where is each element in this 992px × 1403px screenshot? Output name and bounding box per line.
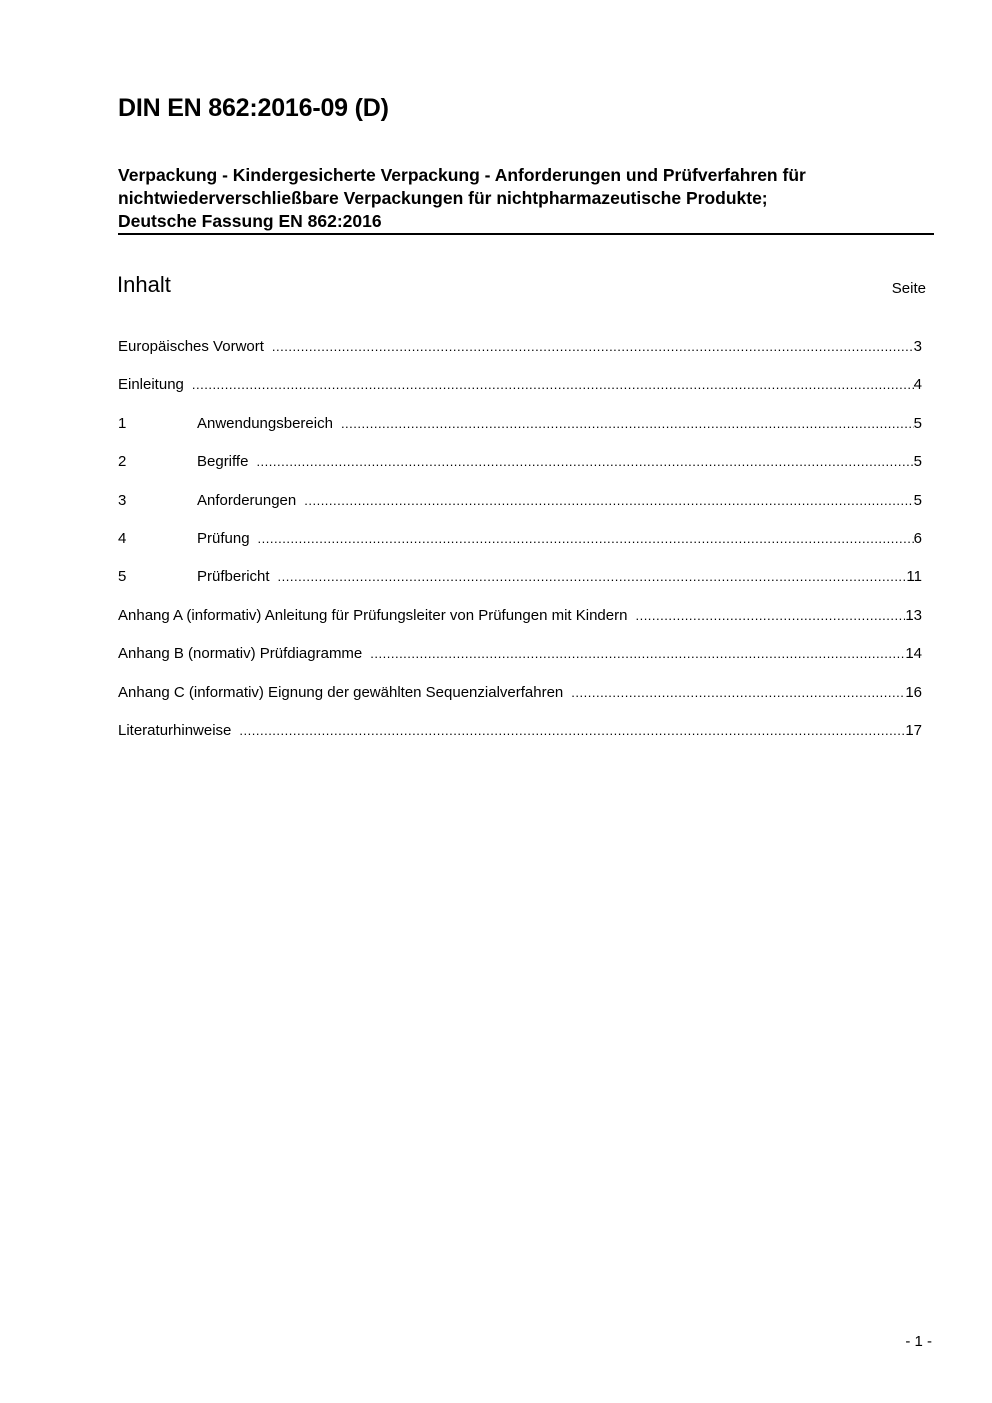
toc-entry-title: Anwendungsbereich xyxy=(197,414,333,432)
toc-entry-einleitung[interactable] xyxy=(118,376,922,414)
toc-entry-page: 14 xyxy=(905,645,922,663)
toc-entry-title: Prüfung xyxy=(197,529,250,547)
toc-entry-title: Anhang A (informativ) Anleitung für Prüfungsleiter von Prüfungen mit Kindern xyxy=(118,606,628,624)
toc-entry-page: 13 xyxy=(905,606,922,624)
document-title-line: Verpackung - Kindergesicherte Verpackung - Anforderungen und Prüfverfahren für xyxy=(118,165,806,185)
toc-entry-page: 4 xyxy=(913,376,922,394)
table-of-contents xyxy=(118,338,922,760)
toc-entry-page: 3 xyxy=(913,338,922,355)
document-title xyxy=(118,164,933,233)
toc-heading: Inhalt xyxy=(117,272,171,297)
dot-leader xyxy=(370,646,905,661)
dot-leader xyxy=(341,416,914,431)
toc-entry-title: Begriffe xyxy=(197,453,249,471)
toc-entry-title: Prüfbericht xyxy=(197,568,270,586)
dot-leader xyxy=(192,377,914,392)
dot-leader xyxy=(571,685,905,700)
title-underline xyxy=(118,233,934,235)
toc-entry-anhang-b[interactable] xyxy=(118,645,922,683)
dot-leader xyxy=(635,608,905,623)
document-id: DIN EN 862:2016-09 (D) xyxy=(118,94,389,122)
dot-leader xyxy=(239,723,905,738)
toc-entry-page: 6 xyxy=(913,529,922,547)
toc-entry-pruefbericht[interactable] xyxy=(118,568,922,606)
document-title-line: Deutsche Fassung EN 862:2016 xyxy=(118,211,382,231)
page-number: - 1 - xyxy=(905,1333,932,1350)
dot-leader xyxy=(258,531,914,546)
toc-entry-number: 5 xyxy=(118,568,127,586)
toc-entry-europaeisches-vorwort[interactable] xyxy=(118,338,922,376)
toc-entry-title: Anforderungen xyxy=(197,491,297,509)
toc-entry-begriffe[interactable] xyxy=(118,453,922,491)
toc-entry-title: Europäisches Vorwort xyxy=(118,338,264,355)
toc-entry-title: Anhang C (informativ) Eignung der gewählten Sequenzialverfahren xyxy=(118,683,564,701)
document-title-line: nichtwiederverschließbare Verpackungen für nichtpharmazeutische Produkte; xyxy=(118,188,768,208)
toc-entry-number: 1 xyxy=(118,414,127,432)
dot-leader xyxy=(256,454,913,469)
toc-entry-anforderungen[interactable] xyxy=(118,492,922,530)
dot-leader xyxy=(304,493,913,508)
toc-entry-literaturhinweise[interactable] xyxy=(118,722,922,760)
toc-entry-number: 2 xyxy=(118,453,127,471)
toc-entry-number: 4 xyxy=(118,529,127,547)
toc-entry-anwendungsbereich[interactable] xyxy=(118,415,922,453)
toc-entry-page: 16 xyxy=(905,683,922,701)
toc-entry-page: 5 xyxy=(913,414,922,432)
toc-entry-title: Literaturhinweise xyxy=(118,721,232,739)
toc-entry-page: 17 xyxy=(905,721,922,739)
toc-entry-number: 3 xyxy=(118,491,127,509)
toc-entry-pruefung[interactable] xyxy=(118,530,922,568)
dot-leader xyxy=(272,339,914,354)
dot-leader xyxy=(278,569,907,584)
toc-entry-page: 11 xyxy=(906,568,922,586)
toc-entry-title: Einleitung xyxy=(118,376,184,394)
toc-entry-page: 5 xyxy=(913,453,922,471)
toc-entry-anhang-c[interactable] xyxy=(118,684,922,722)
page-column-label: Seite xyxy=(891,280,926,297)
toc-entry-title: Anhang B (normativ) Prüfdiagramme xyxy=(118,645,363,663)
toc-entry-anhang-a[interactable] xyxy=(118,607,922,645)
toc-entry-page: 5 xyxy=(913,491,922,509)
